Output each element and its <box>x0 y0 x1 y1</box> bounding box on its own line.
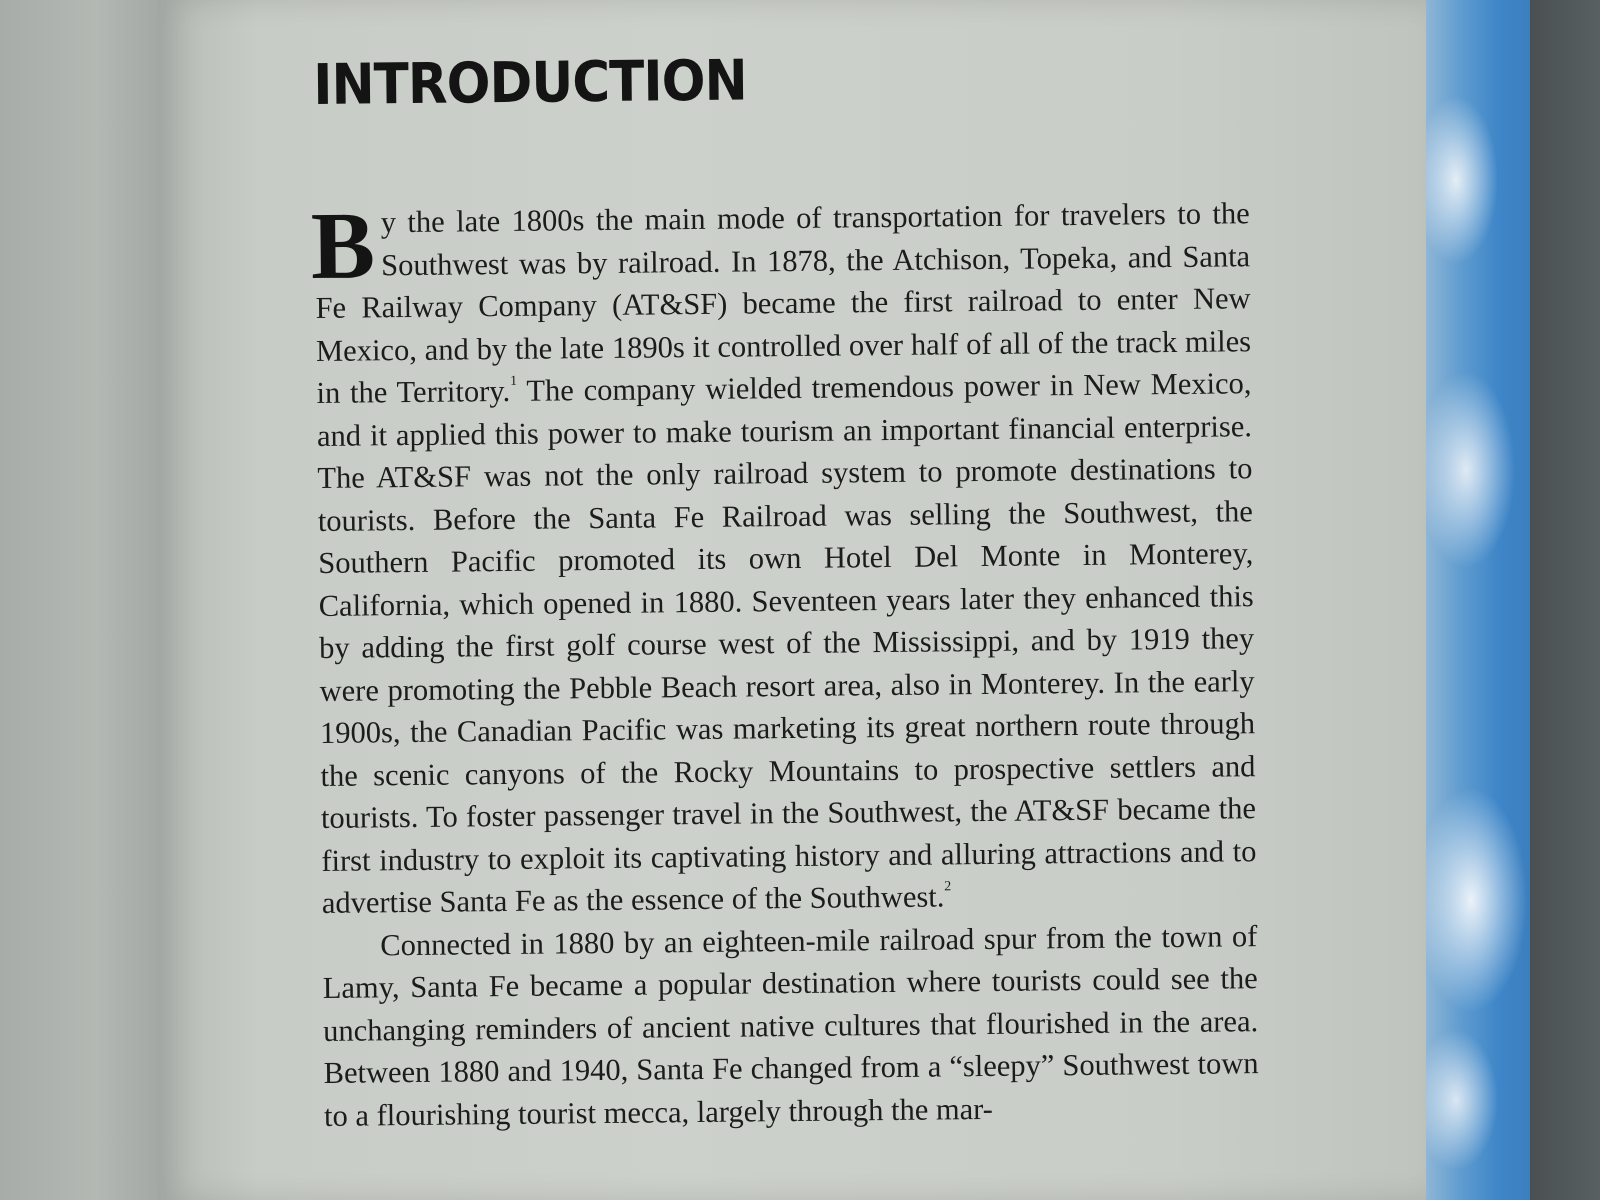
book-cover-edge <box>1530 0 1600 1200</box>
paragraph-1 <box>310 191 1258 924</box>
left-page-edge <box>0 0 160 1200</box>
paragraph-1-text-a: y the late 1800s the main mode of transportation for travelers to the Southwest was by railroad. In 1878, the Atchison, Topeka, and Santa Fe Railway Company (AT&SF) became the first railroad to enter New Mexico, and by the late 1890s it controlled over half of all of the track miles in the Territory. <box>315 196 1252 410</box>
paragraph-1-text-b: The company wielded tremendous power in New Mexico, and it applied this power to make tourism an important financial enterprise. The AT&SF was not the only railroad system to promote destinations to tourists. Before the Santa Fe Railroad was selling the Southwest, the Southern Pacific promoted its own Hotel Del Monte in Monterey, California, which opened in 1880. Seventeen years later they enhanced this by adding the first golf course west of the Mississippi, and by 1919 they were promoting the Pebble Beach resort area, also in Monterey. In the early 1900s, the Canadian Pacific was marketing its great northern route through the scenic canyons of the Rocky Mountains to prospective settlers and tourists. To foster passenger travel in the Southwest, the AT&SF became the first industry to exploit its captivating history and alluring attractions and to advertise Santa Fe as the essence of the Southwest. <box>316 366 1257 920</box>
footnote-ref-2: 2 <box>944 879 952 895</box>
drop-cap: B <box>310 191 376 300</box>
cover-sky-image <box>1426 0 1530 1200</box>
chapter-heading: INTRODUCTION <box>312 48 748 118</box>
page-content <box>310 48 1259 1137</box>
footnote-ref-1: 1 <box>509 373 518 389</box>
paragraph-2: Connected in 1880 by an eighteen-mile railroad spur from the town of Lamy, Santa Fe became a popular destination where tourists could see the unchanging reminders of ancient native cultures that flourished in the area. Between 1880 and 1940, Santa Fe changed from a “sleepy” Southwest town to a flourishing tourist mecca, largely through the mar- <box>322 918 1259 1133</box>
